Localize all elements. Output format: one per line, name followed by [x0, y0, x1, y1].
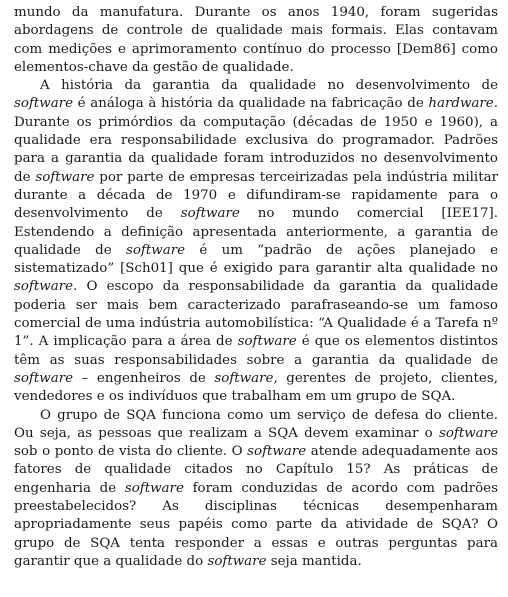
text-run: sob o ponto de vista do cliente. O	[14, 444, 248, 460]
text-run: no mundo comercial [IEE17]. Estendendo a definição apresentada anteriormente, a garantia de qualidade de	[14, 206, 498, 258]
text-run: mundo da manufatura. Durante os anos 1940, foram sugeridas abordagens de controle de qualidade mais formais. Elas contavam com medições e aprimoramento contínuo do processo [Dem86] como elementos-chave da gestão de qualidade.	[14, 5, 498, 75]
text-run: atende adequadamente aos fatores de qualidade citados no Capítulo 15? As práticas de engenharia de	[14, 444, 498, 496]
paragraph-2	[14, 77, 498, 406]
italic-term: software	[180, 206, 240, 222]
text-run: . Durante os primórdios da computação (décadas de 1950 e 1960), a qualidade era responsabilidade exclusiva do programador. Padrões para a garantia da qualidade foram introduzidos no desenvolvimento de	[14, 96, 498, 185]
text-body	[14, 4, 498, 571]
text-run: é que os elementos distintos têm as suas responsabilidades sobre a garantia da qualidade de	[14, 334, 498, 368]
italic-term: software	[237, 334, 297, 350]
paragraph-3	[14, 407, 498, 572]
text-run: por parte de empresas terceirizadas pela indústria militar durante a década de 1970 e difundiram-se rapidamente para o desenvolvimento de	[14, 169, 498, 222]
text-run: seja mantida.	[266, 553, 362, 569]
text-run: – engenheiros de	[73, 370, 215, 386]
text-run: foram conduzidas de acordo com padrões preestabelecidos? As disciplinas técnicas desempenharam apropriadamente seus papéis como parte da atividade de SQA? O grupo de SQA tenta responder a essas e outras perguntas para garantir que a qualidade do	[14, 480, 498, 569]
italic-term: software	[438, 425, 498, 441]
text-run: O grupo de SQA funciona como um serviço de defesa do cliente. Ou seja, as pessoas que realizam a SQA devem examinar o	[14, 407, 498, 441]
italic-term: software	[14, 279, 74, 295]
text-run: é análoga à história da qualidade na fabricação de	[73, 96, 429, 112]
italic-term: software	[125, 242, 186, 258]
paragraph-1	[14, 4, 498, 77]
text-run: A história da garantia da qualidade no desenvolvimento de	[40, 78, 498, 94]
italic-term: hardware	[428, 96, 494, 112]
text-run: . O escopo da responsabilidade da garantia da qualidade poderia ser mais bem caracterizado parafraseando-se um famoso comercial de uma indústria automobilística: “A Qualidade é a Tarefa nº 1”. A implicação para a área de	[14, 279, 498, 350]
italic-term: software	[207, 553, 267, 569]
italic-term: software	[14, 370, 74, 386]
italic-term: software	[124, 480, 184, 496]
italic-term: software	[35, 169, 95, 185]
text-run: é um “padrão de ações planejado e sistematizado” [Sch01] que é exigido para garantir alta qualidade no	[14, 242, 498, 277]
italic-term: software	[247, 444, 307, 460]
italic-term: software	[14, 96, 74, 112]
text-run: , gerentes de projeto, clientes, vendedores e os indivíduos que trabalham em um grupo de SQA.	[14, 370, 498, 405]
italic-term: software	[214, 370, 274, 386]
